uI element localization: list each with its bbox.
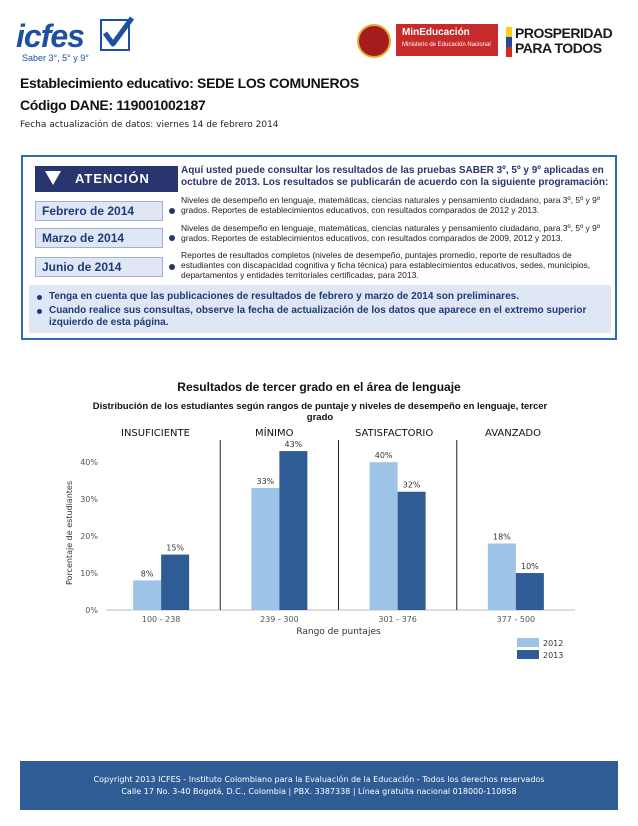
notice-intro: Aquí usted puede consultar los resultados de las pruebas SABER 3º, 5º y 9º aplicadas en octubre de 2013. Los resultados se publicarán de acuerdo con la siguiente programación: xyxy=(181,165,609,188)
schedule-date-mar: Marzo de 2014 xyxy=(35,228,163,248)
colombia-flag-icon xyxy=(506,27,512,57)
data-label: 33% xyxy=(256,477,275,487)
note-text: Cuando realice sus consultas, observe la fecha de actualización de los datos que aparece en el extremo superior izquierdo de esta página. xyxy=(49,305,587,328)
bullet-icon xyxy=(169,235,175,241)
bar-2013 xyxy=(279,451,307,610)
legend-label: 2013 xyxy=(543,651,564,660)
bullet-icon xyxy=(37,295,42,300)
schedule-date-jun: Junio de 2014 xyxy=(35,257,163,277)
level-satisfactorio: SATISFACTORIO xyxy=(355,428,434,439)
data-label: 15% xyxy=(166,543,185,553)
schedule-text-feb: Niveles de desempeño en lenguaje, matemáticas, ciencias naturales y pensamiento ciudadano, para 3º, 5º y 9º grados. Reportes de establecimientos educativos, con resultados comparados de 2012 y 2013. xyxy=(181,195,600,215)
note-item xyxy=(37,305,607,329)
schedule-text-jun: Reportes de resultados completos (niveles de desempeño, puntajes promedio, reporte de resultados de estudiantes con discapacidad cognitiva y ficha técnica) para establecimientos educativos, sedes, municipios, departamentos y entidades territoriales certificadas, para 2013. xyxy=(181,250,591,280)
icfes-logo-subtitle: Saber 3°, 5° y 9° xyxy=(22,53,89,63)
data-label: 10% xyxy=(520,562,539,572)
level-avanzado: AVANZADO xyxy=(485,428,541,439)
mineducacion-logo xyxy=(396,24,498,56)
bar-2012 xyxy=(251,488,279,610)
x-axis-label: Rango de puntajes xyxy=(296,627,381,637)
footer xyxy=(20,761,618,810)
schedule-date-feb: Febrero de 2014 xyxy=(35,201,163,221)
data-label: 8% xyxy=(140,569,154,579)
bar-chart xyxy=(60,440,580,670)
icfes-logo xyxy=(16,16,134,66)
x-tick-label: 239 - 300 xyxy=(260,615,299,624)
x-tick-label: 301 - 376 xyxy=(378,615,417,624)
coat-of-arms-seal xyxy=(357,24,391,58)
dane-code: Código DANE: 119001002187 xyxy=(20,97,206,113)
note-text: Tenga en cuenta que las publicaciones de resultados de febrero y marzo de 2014 son preliminares. xyxy=(49,291,519,302)
data-label: 43% xyxy=(284,440,303,450)
prosperidad-line-2: PARA TODOS xyxy=(515,40,602,56)
note-item xyxy=(37,291,607,303)
prosperidad-logo xyxy=(515,26,612,56)
bullet-icon xyxy=(37,309,42,314)
bar-2013 xyxy=(161,555,189,610)
data-label: 40% xyxy=(374,451,393,461)
section-title: Resultados de tercer grado en el área de lenguaje xyxy=(177,380,461,394)
x-tick-label: 100 - 238 xyxy=(141,615,181,624)
legend-swatch xyxy=(517,638,539,647)
footer-address: Calle 17 No. 3-40 Bogotá, D.C., Colombia | PBX. 3387338 | Línea gratuita nacional 018000-110858 xyxy=(121,787,517,796)
mineducacion-subtitle: Ministerio de Educación Nacional xyxy=(402,42,491,48)
level-insuficiente: INSUFICIENTE xyxy=(121,428,190,439)
mineducacion-title: MinEducación xyxy=(402,27,470,38)
icfes-logo-word: icfes xyxy=(16,18,84,54)
y-tick-label: 10% xyxy=(80,569,98,579)
update-date: Fecha actualización de datos: viernes 14 de febrero 2014 xyxy=(20,120,279,130)
bar-2012 xyxy=(133,580,161,610)
data-label: 18% xyxy=(492,532,511,542)
prosperidad-line-1: PROSPERIDAD xyxy=(515,25,613,41)
schedule-text-mar: Niveles de desempeño en lenguaje, matemáticas, ciencias naturales y pensamiento ciudadano, para 3º, 5º y 9º grados. Reportes de establecimientos educativos, con resultados comparados de 2009, 2012 y 2013. xyxy=(181,223,600,243)
legend-label: 2012 xyxy=(543,639,564,648)
y-tick-label: 20% xyxy=(80,532,98,542)
section-subtitle: Distribución de los estudiantes según rangos de puntaje y niveles de desempeño en lenguaje, tercer grado xyxy=(92,401,548,423)
y-tick-label: 0% xyxy=(85,606,98,615)
footer-copyright: Copyright 2013 ICFES - Instituto Colombiano para la Evaluación de la Educación - Todos los derechos reservados xyxy=(93,775,545,784)
y-tick-label: 40% xyxy=(80,458,98,468)
level-minimo: MÍNIMO xyxy=(255,428,294,439)
checkmark-icon xyxy=(100,16,134,52)
bar-2013 xyxy=(516,573,544,610)
attention-notice xyxy=(21,155,617,340)
legend-swatch xyxy=(517,650,539,659)
warning-icon xyxy=(45,171,61,185)
bullet-icon xyxy=(169,264,175,270)
bar-2012 xyxy=(370,462,398,610)
data-label: 32% xyxy=(402,480,421,490)
attention-badge xyxy=(35,166,178,192)
bullet-icon xyxy=(169,208,175,214)
x-tick-label: 377 - 500 xyxy=(496,615,536,624)
y-tick-label: 30% xyxy=(80,495,98,505)
attention-label: ATENCIÓN xyxy=(75,171,150,186)
school-name: Establecimiento educativo: SEDE LOS COMUNEROS xyxy=(20,75,359,91)
bar-2013 xyxy=(398,492,426,610)
y-axis-label: Porcentaje de estudiantes xyxy=(65,480,74,586)
bar-2012 xyxy=(488,543,516,610)
